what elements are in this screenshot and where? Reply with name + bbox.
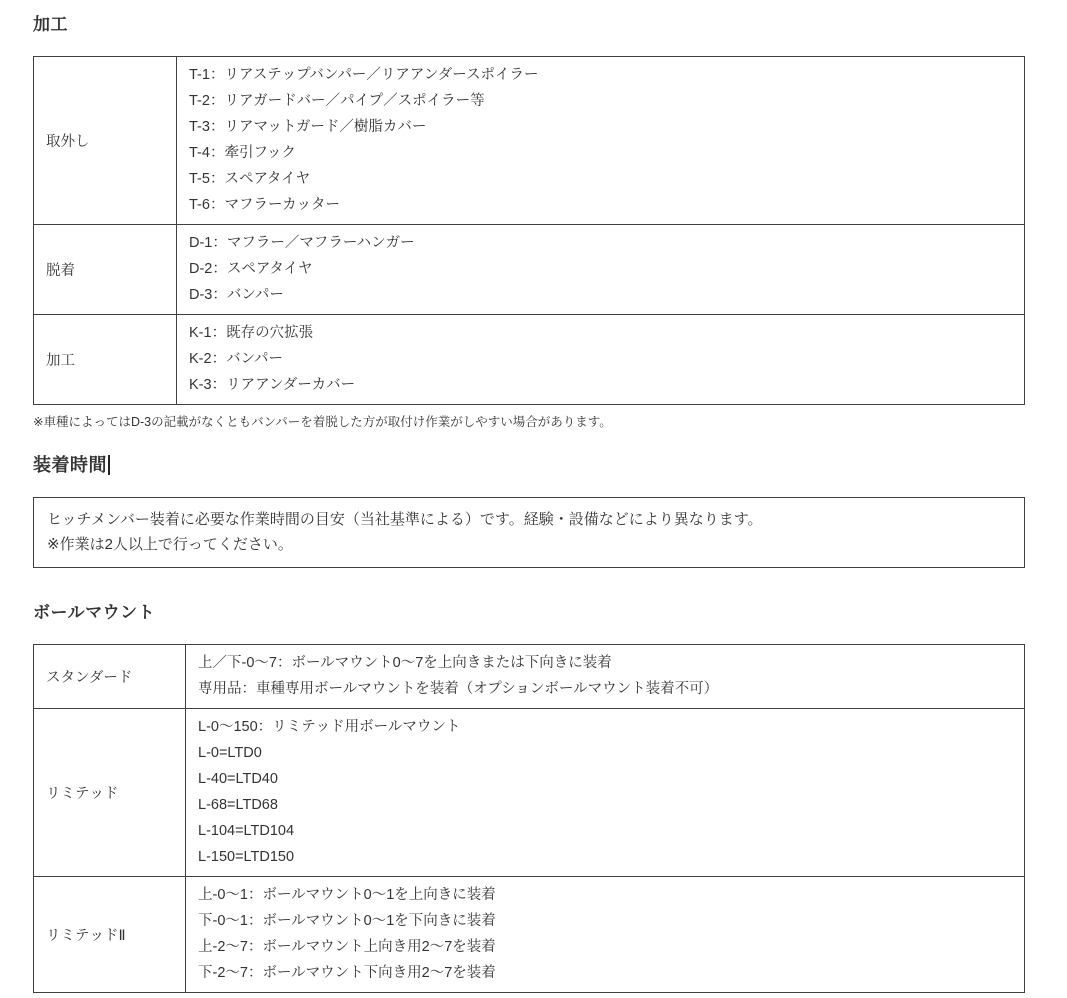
row-label-limited: リミテッド bbox=[34, 709, 186, 877]
cell-line: T-2：リアガードバー／パイプ／スポイラー等 bbox=[189, 93, 485, 109]
table-row-limited2 bbox=[34, 877, 1025, 993]
row-label-standard: スタンダード bbox=[34, 645, 186, 709]
cell-line: 下-0～1：ボールマウント0～1を下向きに装着 bbox=[198, 913, 496, 929]
row-items-detach bbox=[177, 225, 1025, 315]
row-items-standard bbox=[186, 645, 1025, 709]
installation-time-line: ヒッチメンバー装着に必要な作業時間の目安（当社基準による）です。経験・設備などにより異なります。 bbox=[47, 511, 763, 528]
cell-line: 上-0～1：ボールマウント0～1を上向きに装着 bbox=[198, 887, 496, 903]
cell-line: L-0=LTD0 bbox=[198, 745, 262, 761]
cell-line: D-2：スペアタイヤ bbox=[189, 261, 313, 277]
cell-line: T-6：マフラーカッター bbox=[189, 197, 341, 213]
cell-line: K-3：リアアンダーカバー bbox=[189, 377, 356, 393]
row-items-limited2 bbox=[186, 877, 1025, 993]
row-items-removal bbox=[177, 57, 1025, 225]
footnote-d3: ※車種によってはD-3の記載がなくともバンパーを着脱した方が取付け作業がしやすい場合があります。 bbox=[33, 415, 612, 429]
cell-line: K-1：既存の穴拡張 bbox=[189, 325, 314, 341]
cell-line: L-0～150：リミテッド用ボールマウント bbox=[198, 719, 461, 735]
row-label-machining: 加工 bbox=[34, 315, 177, 405]
table-row-machining bbox=[34, 315, 1025, 405]
section-heading-installation-time bbox=[33, 451, 1025, 477]
cell-line: L-104=LTD104 bbox=[198, 823, 295, 839]
row-items-limited bbox=[186, 709, 1025, 877]
table-row-standard bbox=[34, 645, 1025, 709]
cell-line: L-150=LTD150 bbox=[198, 849, 295, 865]
row-label-detach: 脱着 bbox=[34, 225, 177, 315]
processing-table bbox=[33, 56, 1025, 405]
installation-time-line: ※作業は2人以上で行ってください。 bbox=[47, 536, 293, 553]
cell-line: D-3：バンパー bbox=[189, 287, 284, 303]
row-label-removal: 取外し bbox=[34, 57, 177, 225]
cell-line: T-4：牽引フック bbox=[189, 145, 296, 161]
cell-line: T-3：リアマットガード／樹脂カバー bbox=[189, 119, 427, 135]
ball-mount-table bbox=[33, 644, 1025, 993]
cell-line: K-2：バンパー bbox=[189, 351, 284, 367]
table-row-detach bbox=[34, 225, 1025, 315]
row-label-limited2: リミテッドⅡ bbox=[34, 877, 186, 993]
section-heading-ball-mount: ボールマウント bbox=[33, 603, 156, 622]
installation-time-box bbox=[33, 497, 1025, 568]
cell-line: 上／下-0～7：ボールマウント0～7を上向きまたは下向きに装着 bbox=[198, 655, 612, 671]
cell-line: 上-2～7：ボールマウント上向き用2～7を装着 bbox=[198, 939, 496, 955]
cell-line: L-68=LTD68 bbox=[198, 797, 278, 813]
cell-line: L-40=LTD40 bbox=[198, 771, 278, 787]
text-caret bbox=[108, 455, 110, 475]
table-row-removal bbox=[34, 57, 1025, 225]
cell-line: 下-2～7：ボールマウント下向き用2～7を装着 bbox=[198, 965, 496, 981]
section-heading-installation-time-text: 装着時間 bbox=[33, 455, 107, 475]
cell-line: 専用品：車種専用ボールマウントを装着（オプションボールマウント装着不可） bbox=[198, 681, 719, 697]
cell-line: T-1：リアステップバンパー／リアアンダースポイラー bbox=[189, 67, 539, 83]
cell-line: D-1：マフラー／マフラーハンガー bbox=[189, 235, 415, 251]
row-items-machining bbox=[177, 315, 1025, 405]
table-row-limited bbox=[34, 709, 1025, 877]
section-heading-processing: 加工 bbox=[33, 15, 68, 34]
cell-line: T-5：スペアタイヤ bbox=[189, 171, 311, 187]
